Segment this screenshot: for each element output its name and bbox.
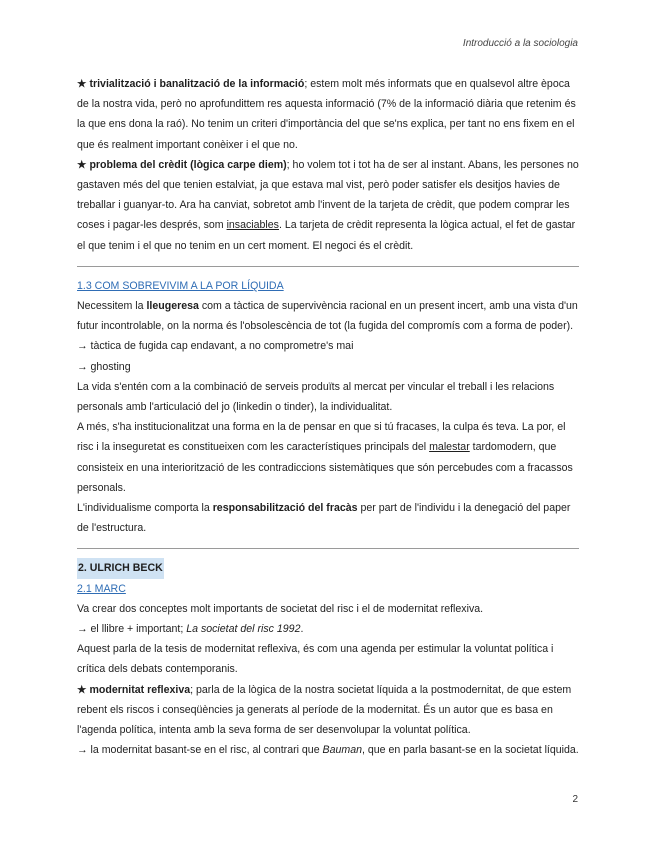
paragraph-tesis: Aquest parla de la tesis de modernitat reflexiva, és com una agenda per estimular la voluntat política i crítica dels debats contemporanis. bbox=[77, 643, 554, 676]
paragraph-lleugeresa bbox=[77, 296, 579, 336]
book-title: La societat del risc 1992 bbox=[186, 623, 301, 636]
arrow-bullet: → tàctica de fugida cap endavant, a no comprometre's mai bbox=[77, 340, 354, 353]
paragraph-conceptes: Va crear dos conceptes molt importants de societat del risc i el de modernitat reflexiva. bbox=[77, 602, 484, 615]
paragraph-individualisme bbox=[77, 498, 579, 538]
subsection-heading-row[interactable] bbox=[77, 579, 579, 599]
underlined-word: malestar bbox=[429, 441, 470, 454]
subsection-heading-link[interactable]: 2.1 MARC bbox=[77, 582, 126, 595]
paragraph-institucionalitzat bbox=[77, 417, 579, 498]
star-icon: ★ bbox=[77, 683, 87, 696]
paragraph-text: . La tarjeta de crèdit representa la lògica actual, el fet de gastar el que tenim i el que no tenim en un cert moment. El negoci és el crèdit. bbox=[77, 219, 576, 252]
paragraph-text: L'individualisme comporta la bbox=[77, 502, 213, 515]
paragraph-text: A més, s'ha institucionalitzat una forma en la de pensar en que si tú fracases, la culpa és teva. La por, el risc i la inseguretat es constitueixen com les característiques principals del bbox=[77, 421, 566, 454]
term-bold: responsabilització del fracàs bbox=[212, 502, 358, 515]
paragraph-text: com a tàctica de supervivència racional en un present incert, amb una vista d'un futur incontrolable, on la norma és l'obsolescència de tot (la fugida del compromís com a forma de poder). bbox=[77, 300, 578, 333]
paragraph-text: . bbox=[300, 623, 304, 636]
heading-1-3[interactable] bbox=[77, 276, 579, 296]
paragraph-text: tardomodern, que consisteix en una interiorització de les contradiccions sistemàtiques que són percebudes com a fracassos personals. bbox=[77, 441, 573, 494]
running-header: Introducció a la sociologia bbox=[462, 38, 578, 49]
term-bold: trivialització i banalització de la informació bbox=[89, 78, 305, 90]
paragraph-text: → la modernitat basant-se en el risc, al contrari que bbox=[77, 744, 323, 757]
arrow-bullet: → ghosting bbox=[77, 360, 131, 373]
author-name: Bauman bbox=[322, 744, 363, 757]
star-icon: ★ bbox=[77, 78, 87, 90]
paragraph-modernitat-reflexiva bbox=[77, 680, 579, 741]
paragraph-text: ; estem molt més informats que en qualsevol altre època de la nostra vida, però no aprofundittem res aquesta informació (7% de la informació diària que retenim és la que ens dona la raó). No tenim un criteri d'importància del que se'ns explica, per tant no ens fixem en el que és realment important conèixer i el que no. bbox=[77, 78, 576, 151]
paragraph-credit bbox=[77, 155, 579, 256]
paragraph-trivialitzacio bbox=[77, 74, 579, 155]
arrow-bullet bbox=[77, 740, 579, 760]
term-bold: modernitat reflexiva bbox=[89, 683, 191, 696]
page-number: 2 bbox=[572, 794, 578, 805]
underlined-word: insaciables bbox=[226, 219, 279, 232]
section-title-row bbox=[77, 558, 579, 578]
star-icon: ★ bbox=[77, 158, 87, 171]
document-body bbox=[77, 74, 579, 761]
term-bold: problema del crèdit (lògica carpe diem) bbox=[89, 158, 287, 171]
divider bbox=[77, 266, 579, 267]
paragraph-text: ; ho volem tot i tot ha de ser al instant. Abans, les persones no gastaven més del que tenien estalviat, ja que estava mal vist, però poder satisfer els desitjos havies de treballar i guanyar-to. Ara ha canviat, sobretot amb l'invent de la tarjeta de crèdit, que podem comprar les coses i pagar-les després, som bbox=[77, 158, 579, 232]
paragraph-text: → el llibre + important; bbox=[77, 623, 187, 636]
paragraph-text: , que en parla basant-se en la societat líquida. bbox=[362, 744, 579, 757]
arrow-bullet bbox=[77, 619, 579, 639]
section-heading-link[interactable]: 1.3 COM SOBREVIVIM A LA POR LÍQUIDA bbox=[77, 279, 284, 292]
section-title: 2. ULRICH BECK bbox=[77, 558, 164, 578]
paragraph-vida: La vida s'entén com a la combinació de serveis produïts al mercat per vincular el treball i les relacions personals amb l'articulació del jo (linkedin o tinder), la individualitat. bbox=[77, 380, 555, 414]
paragraph-text: ; parla de la lògica de la nostra societat líquida a la postmodernitat, de que estem rebent els riscos i conseqüències ja generats al període de la modernitat. És un autor que es basa en l'agenda política, intenta amb la seva forma de ser desenvolupar la voluntat política. bbox=[77, 683, 572, 737]
divider bbox=[77, 548, 579, 549]
term-bold: lleugeresa bbox=[146, 300, 199, 313]
paragraph-text: Necessitem la bbox=[77, 300, 147, 313]
paragraph-text: per part de l'individu i la denegació del paper de l'estructura. bbox=[77, 502, 571, 535]
